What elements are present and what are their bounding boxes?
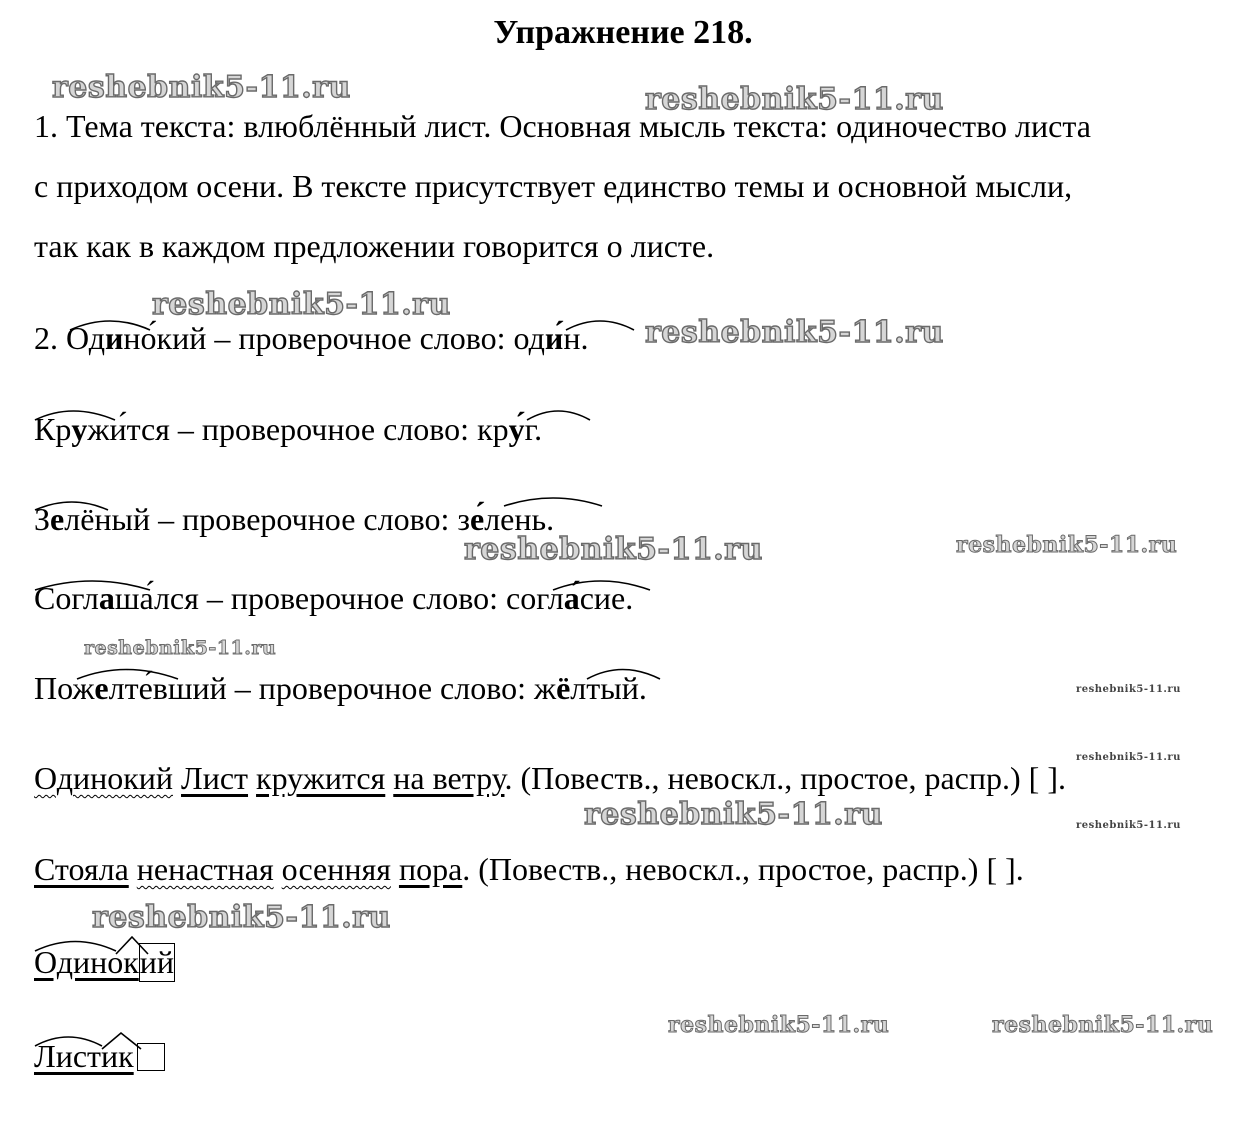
- root-arc-zelen: [504, 498, 602, 506]
- root-arc-soglasie: [553, 581, 650, 590]
- watermark-7: reshebnik5-11.ru: [84, 637, 277, 659]
- suffix-arc-odinokiy-2: [116, 937, 148, 954]
- sentence-2-attribute-1: ненастная: [136, 851, 274, 887]
- sentence-1-subject: Лист: [181, 760, 249, 796]
- watermark-11: reshebnik5-11.ru: [1076, 820, 1181, 831]
- watermark-14: reshebnik5-11.ru: [992, 1012, 1214, 1038]
- root-arc-odinokiy-2: [35, 942, 116, 952]
- root-arc-zelyonyy: [35, 502, 108, 510]
- root-arc-odinokiy: [70, 321, 150, 330]
- root-arc-krug: [527, 411, 590, 420]
- sentence-2-predicate: Стояла: [34, 851, 129, 887]
- word-analysis-3: Зелёный – проверочное слово: зе́лень.: [34, 501, 555, 537]
- watermark-3: reshebnik5-11.ru: [152, 287, 451, 322]
- sentence-1-attribute: Одинокий: [34, 760, 174, 796]
- sentence-1-predicate: кружится: [256, 760, 386, 796]
- watermark-4: reshebnik5-11.ru: [645, 315, 944, 350]
- watermark-2: reshebnik5-11.ru: [645, 82, 944, 117]
- root-arc-zheltyy: [587, 670, 660, 680]
- watermark-1: reshebnik5-11.ru: [52, 70, 351, 105]
- page-title: Упражнение 218.: [493, 14, 753, 51]
- paragraph-1-line-2: с приходом осени. В тексте присутствует единство темы и основной мысли,: [34, 168, 1073, 204]
- sentence-2: Стояла ненастная осенняя пора. (Повеств., невоскл., простое, распр.) [ ].: [34, 851, 1024, 887]
- sentence-1-adverbial: на ветру: [393, 760, 505, 796]
- root-arc-pozheltevshiy: [77, 670, 178, 680]
- sentence-2-attribute-2: осенняя: [281, 851, 391, 887]
- suffix-arc-listik: [102, 1033, 141, 1049]
- watermark-5: reshebnik5-11.ru: [464, 532, 763, 567]
- watermark-6: reshebnik5-11.ru: [956, 532, 1178, 558]
- word-analysis-2: Кружится – проверочное слово: кру́г.: [34, 411, 543, 447]
- word-analysis-5: Пожелтевший – проверочное слово: жёлтый.: [34, 670, 647, 706]
- root-arc-odin: [566, 321, 634, 330]
- morpheme-1-stem: Одинок: [34, 944, 139, 980]
- word-analysis-4: Соглашался – проверочное слово: согла́сие.: [34, 580, 634, 616]
- watermark-13: reshebnik5-11.ru: [668, 1012, 890, 1038]
- watermark-9: reshebnik5-11.ru: [1076, 752, 1181, 763]
- morpheme-2-stem: Листик: [34, 1038, 134, 1074]
- sentence-1: Одинокий Лист кружится на ветру. (Повеств., невоскл., простое, распр.) [ ].: [34, 760, 1066, 796]
- root-arc-listik: [35, 1037, 102, 1046]
- word-analysis-1: 2. Одинокий – проверочное слово: оди́н.: [34, 320, 589, 356]
- watermark-10: reshebnik5-11.ru: [584, 797, 883, 832]
- watermark-8: reshebnik5-11.ru: [1076, 684, 1181, 695]
- sentence-2-subject: пора: [398, 851, 463, 887]
- paragraph-1-line-1: 1. Тема текста: влюблённый лист. Основная мысль текста: одиночество листа: [34, 108, 1091, 144]
- root-arc-soglashalsya: [35, 581, 150, 590]
- morpheme-1-ending: ий: [139, 944, 175, 980]
- watermark-12: reshebnik5-11.ru: [92, 900, 391, 935]
- root-arc-kruzhitsya: [35, 411, 115, 420]
- paragraph-1-line-3: так как в каждом предложении говорится о листе.: [34, 228, 715, 264]
